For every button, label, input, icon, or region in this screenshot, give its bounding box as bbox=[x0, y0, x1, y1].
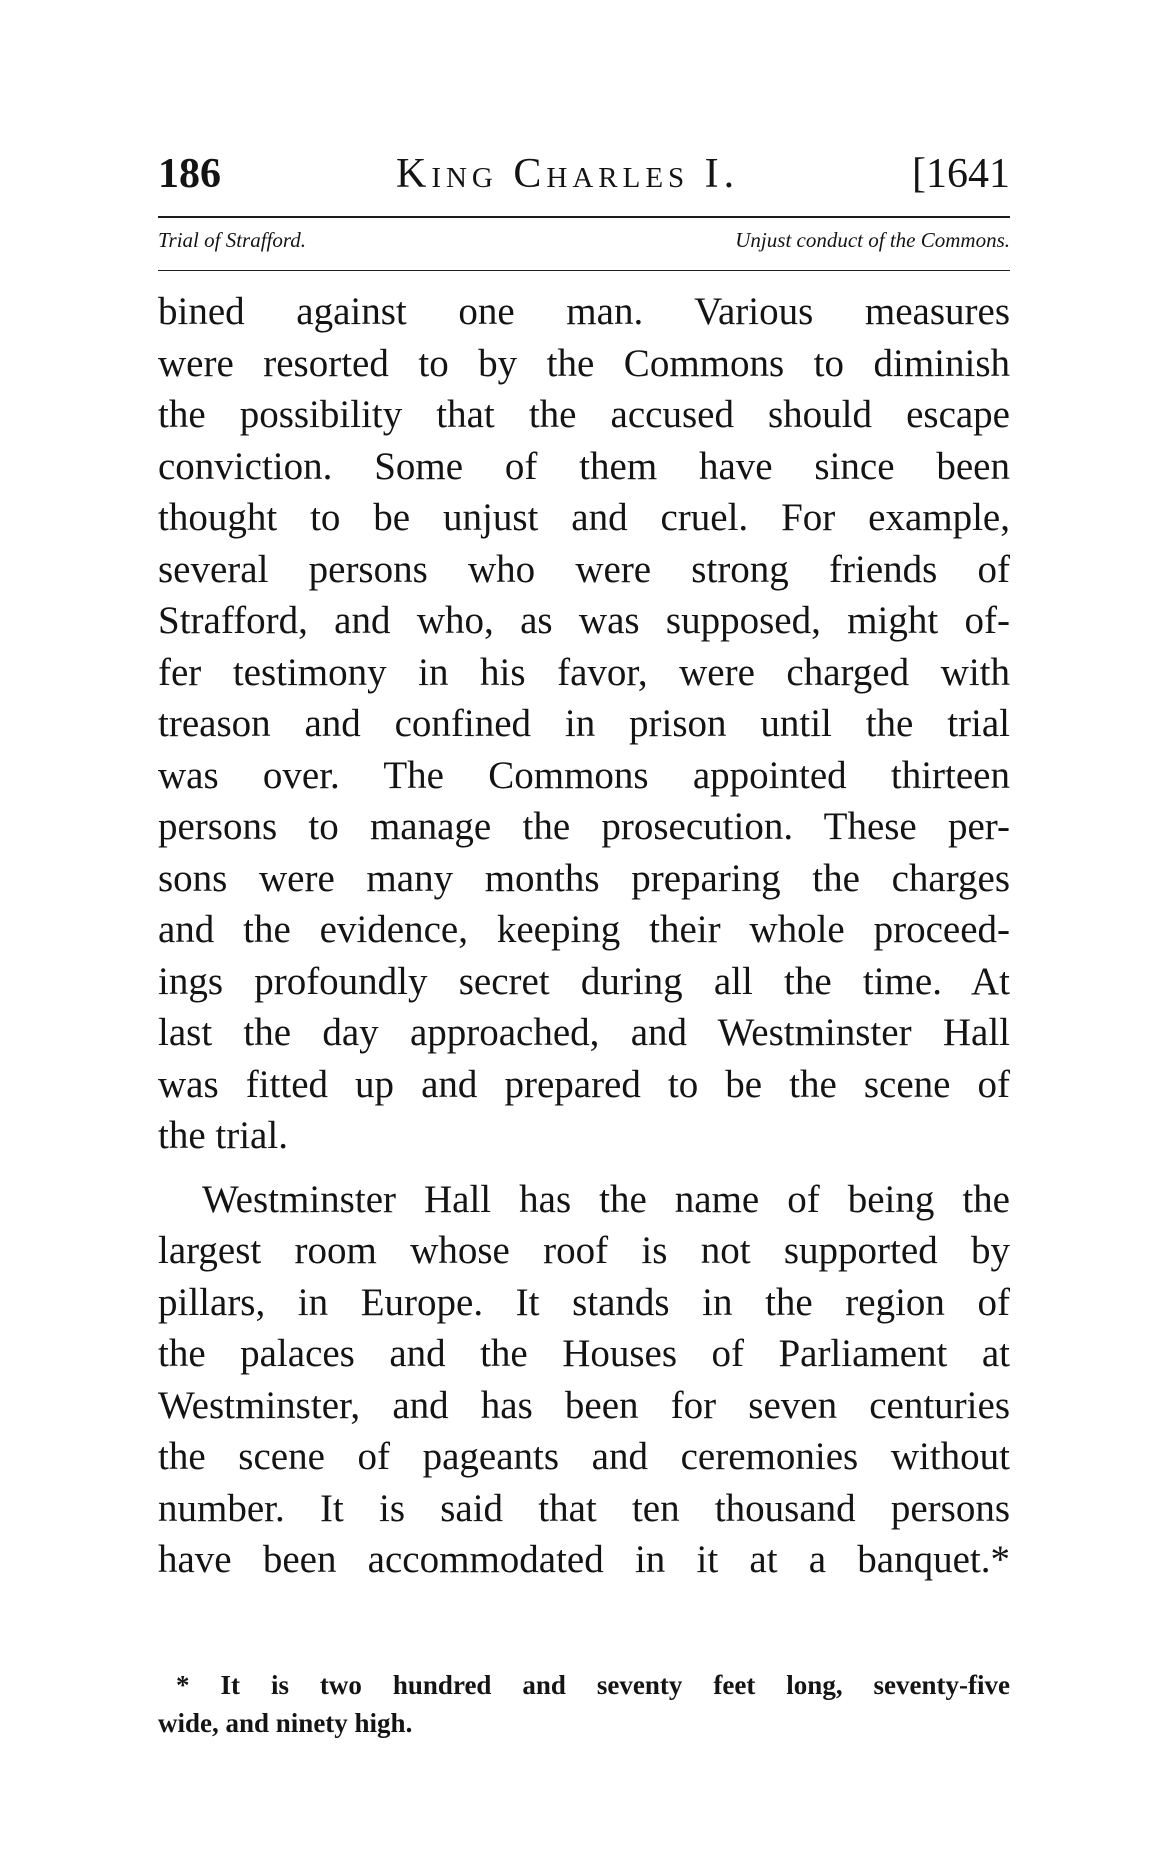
running-title: King Charles I. bbox=[396, 151, 740, 197]
paragraph-gap bbox=[158, 1162, 1010, 1174]
page-number: 186 bbox=[158, 151, 221, 197]
text-line: have been accommodated in it at a banquet.* bbox=[158, 1538, 1010, 1581]
header-rule-bottom bbox=[158, 270, 1010, 271]
footnote-line: * It is two hundred and seventy feet long, seventy-five bbox=[176, 1670, 1010, 1700]
text-line: largest room whose roof is not supported by bbox=[158, 1229, 1010, 1272]
running-head bbox=[158, 150, 1010, 204]
text-line: Strafford, and who, as was supposed, might of- bbox=[158, 599, 1010, 642]
text-line: was over. The Commons appointed thirteen bbox=[158, 753, 1010, 797]
text-line: number. It is said that ten thousand persons bbox=[158, 1486, 1010, 1530]
header-rule-top bbox=[158, 216, 1010, 218]
paragraph-2 bbox=[158, 1174, 1010, 1586]
footnote-line: wide, and ninety high. bbox=[158, 1708, 413, 1738]
text-line: were resorted to by the Commons to diminish bbox=[158, 341, 1010, 385]
text-line: the scene of pageants and ceremonies without bbox=[158, 1435, 1010, 1478]
paragraph-1 bbox=[158, 286, 1010, 1162]
year-marker: [1641 bbox=[912, 151, 1010, 197]
text-line: conviction. Some of them have since been bbox=[158, 444, 1010, 488]
text-line: persons to manage the prosecution. These per- bbox=[158, 805, 1010, 848]
text-line: thought to be unjust and cruel. For example, bbox=[158, 496, 1010, 539]
body-text bbox=[158, 286, 1010, 1586]
text-line: Westminster, and has been for seven centuries bbox=[158, 1383, 1010, 1427]
text-line: sons were many months preparing the charges bbox=[158, 856, 1010, 900]
text-line: the trial. bbox=[158, 1114, 288, 1157]
text-line: several persons who were strong friends of bbox=[158, 547, 1010, 591]
sidenote-left: Trial of Strafford. bbox=[158, 228, 307, 252]
text-line: ings profoundly secret during all the time. At bbox=[158, 959, 1010, 1003]
text-line: the palaces and the Houses of Parliament at bbox=[158, 1332, 1010, 1375]
sidenote-right: Unjust conduct of the Commons. bbox=[735, 228, 1010, 252]
footnote bbox=[158, 1666, 1010, 1742]
text-line: pillars, in Europe. It stands in the region of bbox=[158, 1280, 1010, 1324]
text-line: bined against one man. Various measures bbox=[158, 290, 1010, 333]
text-line: the possibility that the accused should escape bbox=[158, 393, 1010, 436]
text-line: treason and confined in prison until the trial bbox=[158, 702, 1010, 745]
marginal-notes bbox=[158, 224, 1010, 260]
text-line: fer testimony in his favor, were charged with bbox=[158, 650, 1010, 694]
text-line: and the evidence, keeping their whole proceed- bbox=[158, 908, 1010, 951]
text-line: was fitted up and prepared to be the scene of bbox=[158, 1062, 1010, 1106]
text-line: Westminster Hall has the name of being the bbox=[202, 1177, 1010, 1221]
text-line: last the day approached, and Westminster Hall bbox=[158, 1011, 1010, 1054]
